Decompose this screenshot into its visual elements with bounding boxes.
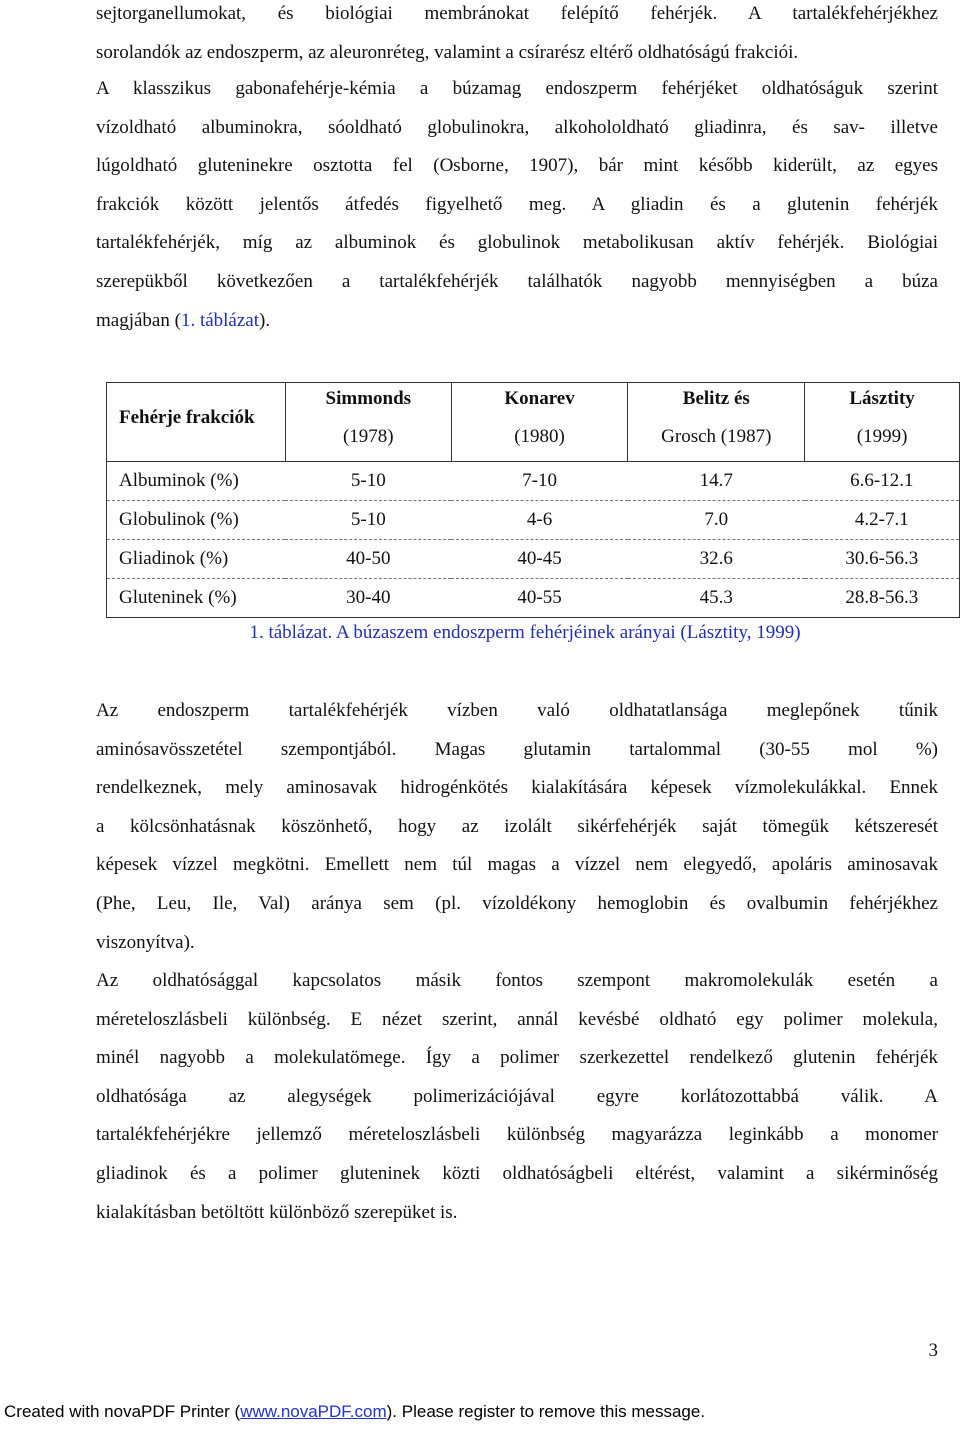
cell-value: 40-45: [451, 540, 628, 579]
pdf-printer-footer: [4, 1402, 705, 1422]
text-line: a kölcsönhatásnak köszönhető, hogy az izolált sikérfehérjék saját tömegük kétszeresét: [96, 815, 938, 837]
cell-value: 45.3: [628, 579, 805, 618]
text-line: gliadinok és a polimer gluteninek közti oldhatóságbeli eltérést, valamint a sikérminőség: [96, 1162, 938, 1184]
header-lasztity: Lásztity (1999): [805, 383, 960, 462]
text-line: A klasszikus gabonafehérje-kémia a búzamag endoszperm fehérjéket oldhatóságuk szerint: [96, 78, 938, 99]
cell-value: 40-50: [285, 540, 451, 579]
cell-value: 4.2-7.1: [805, 501, 960, 540]
text-line: tartalékfehérjékre jellemző méreteloszlásbeli különbség magyarázza leginkább a monomer: [96, 1124, 938, 1146]
cell-value: 32.6: [628, 540, 805, 579]
header-simmonds: Simmonds (1978): [285, 383, 451, 462]
text-line: Az endoszperm tartalékfehérjék vízben való oldhatatlansága meglepőnek tűnik: [96, 700, 938, 721]
paragraph-classification: [96, 70, 938, 340]
text-fragment: ).: [259, 309, 271, 331]
table-row: [107, 501, 960, 540]
footer-text: ). Please register to remove this message.: [386, 1402, 706, 1421]
novapdf-link[interactable]: www.novaPDF.com: [240, 1402, 387, 1421]
cell-value: 7-10: [451, 462, 628, 501]
cell-value: 6.6-12.1: [805, 462, 960, 501]
text-line: rendelkeznek, mely aminosavak hidrogénkötés kialakítására képesek vízmolekulákkal. Ennek: [96, 777, 938, 799]
cell-value: 4-6: [451, 501, 628, 540]
text-line: (Phe, Leu, Ile, Val) aránya sem (pl. vízoldékony hemoglobin és ovalbumin fehérjékhez: [96, 892, 938, 914]
cell-value: 30-40: [285, 579, 451, 618]
text-line: képesek vízzel megkötni. Emellett nem túl magas a vízzel nem elegyedő, apoláris aminosavak: [96, 854, 938, 876]
text-line: [96, 302, 938, 341]
table-row: [107, 540, 960, 579]
page-number: 3: [928, 1340, 938, 1361]
table-reference-link[interactable]: 1. táblázat: [180, 309, 260, 331]
text-line: vízoldható albuminokra, sóoldható globulinokra, alkohololdható gliadinra, és sav- illetve: [96, 116, 938, 138]
paragraph-intro: [96, 0, 938, 72]
cell-value: 40-55: [451, 579, 628, 618]
text-line: lúgoldható gluteninekre osztotta fel (Osborne, 1907), bár mint később kiderült, az egyes: [96, 155, 938, 177]
cell-value: 5-10: [285, 501, 451, 540]
text-line: sejtorganellumokat, és biológiai membránokat felépítő fehérjék. A tartalékfehérjékhez: [96, 3, 938, 24]
header-konarev: Konarev (1980): [451, 383, 628, 462]
text-line: oldhatósága az alegységek polimerizációjával egyre korlátozottabbá válik. A: [96, 1085, 938, 1107]
header-belitz-grosch: Belitz és Grosch (1987): [628, 383, 805, 462]
table-row: [107, 462, 960, 501]
paragraph-size-distribution: [96, 962, 938, 1232]
row-label: Globulinok (%): [107, 501, 286, 540]
cell-value: 5-10: [285, 462, 451, 501]
table-caption: 1. táblázat. A búzaszem endoszperm fehérjéinek arányai (Lásztity, 1999): [249, 622, 801, 643]
protein-fractions-table: [106, 382, 960, 618]
cell-value: 14.7: [628, 462, 805, 501]
row-label: Albuminok (%): [107, 462, 286, 501]
footer-text: Created with novaPDF Printer (: [4, 1402, 241, 1421]
cell-value: 30.6-56.3: [805, 540, 960, 579]
table-header-row: [107, 383, 960, 462]
paragraph-solubility: [96, 692, 938, 962]
text-line: aminósavösszetétel szempontjából. Magas glutamin tartalommal (30-55 mol %): [96, 738, 938, 760]
text-line: sorolandók az endoszperm, az aleuronréteg, valamint a csírarész eltérő oldhatóságú frakciói.: [96, 41, 799, 63]
table-row: [107, 579, 960, 618]
row-label: Gluteninek (%): [107, 579, 286, 618]
text-line: kialakításban betöltött különböző szerepüket is.: [96, 1201, 458, 1223]
text-line: tartalékfehérjék, míg az albuminok és globulinok metabolikusan aktív fehérjék. Biológiai: [96, 232, 938, 254]
text-fragment: magjában (: [96, 309, 181, 331]
row-label: Gliadinok (%): [107, 540, 286, 579]
header-fraction: Fehérje frakciók: [107, 383, 286, 462]
text-line: szerepükből következően a tartalékfehérjék találhatók nagyobb mennyiségben a búza: [96, 270, 938, 292]
text-line: viszonyítva).: [96, 931, 195, 953]
cell-value: 7.0: [628, 501, 805, 540]
cell-value: 28.8-56.3: [805, 579, 960, 618]
text-line: méreteloszlásbeli különbség. E nézet szerint, annál kevésbé oldható egy polimer molekula,: [96, 1008, 938, 1030]
text-line: minél nagyobb a molekulatömege. Így a polimer szerkezettel rendelkező glutenin fehérjék: [96, 1047, 938, 1069]
text-line: frakciók között jelentős átfedés figyelhető meg. A gliadin és a glutenin fehérjék: [96, 193, 938, 215]
text-line: Az oldhatósággal kapcsolatos másik fontos szempont makromolekulák esetén a: [96, 970, 938, 991]
